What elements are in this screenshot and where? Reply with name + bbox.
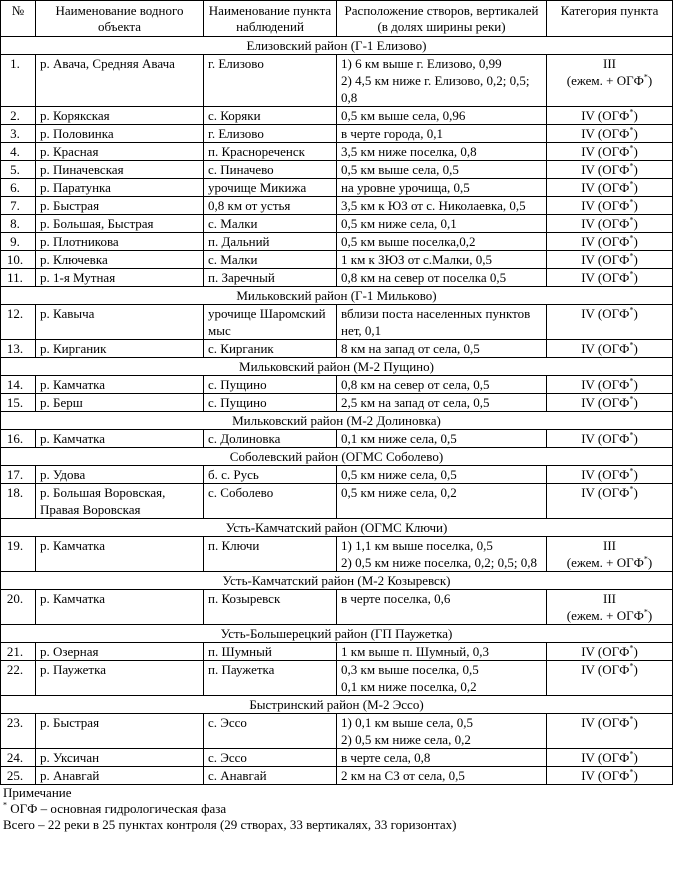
row-number bbox=[1, 394, 36, 412]
location-line: 3,5 км ниже поселка, 0,8 bbox=[341, 144, 477, 159]
category-line: IV (ОГФ*) bbox=[581, 643, 638, 659]
row-number bbox=[1, 376, 36, 394]
location-line: 3,5 км к ЮЗ от с. Николаевка, 0,5 bbox=[341, 198, 526, 213]
observation-point: с. Пиначево bbox=[204, 161, 337, 179]
notes-title: Примечание bbox=[3, 785, 72, 800]
row-number bbox=[1, 484, 36, 519]
row-number-text: 9. bbox=[10, 234, 20, 249]
row-number bbox=[1, 466, 36, 484]
location bbox=[337, 340, 547, 358]
category bbox=[547, 179, 673, 197]
water-body: р. Быстрая bbox=[36, 197, 204, 215]
observation-point: г. Елизово bbox=[204, 125, 337, 143]
category bbox=[547, 767, 673, 785]
category-line: IV (ОГФ*) bbox=[581, 376, 638, 392]
row-number-text: 24. bbox=[6, 750, 24, 765]
category-line: IV (ОГФ*) bbox=[581, 125, 638, 141]
row-number bbox=[1, 430, 36, 448]
location bbox=[337, 125, 547, 143]
location-line: 0,5 км выше поселка,0,2 bbox=[341, 234, 476, 249]
category bbox=[547, 143, 673, 161]
location bbox=[337, 233, 547, 251]
row-number-text: 12. bbox=[6, 306, 24, 321]
table-row bbox=[1, 767, 673, 785]
district-heading: Усть-Камчатский район (М-2 Козыревск) bbox=[1, 572, 673, 590]
location bbox=[337, 251, 547, 269]
row-number-text: 13. bbox=[6, 341, 24, 356]
location-line: 2) 0,5 км ниже села, 0,2 bbox=[341, 732, 471, 747]
table-row bbox=[1, 233, 673, 251]
row-number-text: 18. bbox=[6, 485, 24, 500]
observation-point: п. Паужетка bbox=[204, 661, 337, 696]
location bbox=[337, 714, 547, 749]
category-line: (ежем. + ОГФ*) bbox=[566, 607, 653, 623]
header-observation-point: Наименование пункта наблюдений bbox=[204, 1, 337, 37]
table-row bbox=[1, 340, 673, 358]
category bbox=[547, 251, 673, 269]
location bbox=[337, 143, 547, 161]
water-body: р. Красная bbox=[36, 143, 204, 161]
row-number-text: 5. bbox=[10, 162, 20, 177]
water-body: р. Камчатка bbox=[36, 537, 204, 572]
header-row bbox=[1, 1, 673, 37]
category-line: IV (ОГФ*) bbox=[581, 143, 638, 159]
location-line: 0,1 км ниже поселка, 0,2 bbox=[341, 679, 477, 694]
category bbox=[547, 269, 673, 287]
row-number-text: 7. bbox=[10, 198, 20, 213]
table-row bbox=[1, 125, 673, 143]
row-number-text: 4. bbox=[10, 144, 20, 159]
category-line: IV (ОГФ*) bbox=[581, 661, 638, 677]
table-row bbox=[1, 466, 673, 484]
row-number-text: 19. bbox=[6, 538, 24, 553]
row-number-text: 21. bbox=[6, 644, 24, 659]
observation-point: с. Кирганик bbox=[204, 340, 337, 358]
water-body: р. Кирганик bbox=[36, 340, 204, 358]
location bbox=[337, 55, 547, 107]
category bbox=[547, 590, 673, 625]
observation-point: с. Соболево bbox=[204, 484, 337, 519]
category-line: III bbox=[603, 538, 616, 553]
district-heading: Быстринский район (М-2 Эссо) bbox=[1, 696, 673, 714]
location bbox=[337, 376, 547, 394]
district-heading: Мильковский район (М-2 Пущино) bbox=[1, 358, 673, 376]
location bbox=[337, 305, 547, 340]
category-line: IV (ОГФ*) bbox=[581, 107, 638, 123]
row-number bbox=[1, 269, 36, 287]
location bbox=[337, 537, 547, 572]
category bbox=[547, 430, 673, 448]
location-line: в черте села, 0,8 bbox=[341, 750, 431, 765]
header-category: Категория пункта bbox=[547, 1, 673, 37]
location-line: вблизи поста населенных пунктов нет, 0,1 bbox=[341, 306, 534, 338]
row-number-text: 25. bbox=[6, 768, 24, 783]
table-row bbox=[1, 661, 673, 696]
row-number bbox=[1, 143, 36, 161]
district-heading: Мильковский район (М-2 Долиновка) bbox=[1, 412, 673, 430]
row-number-text: 14. bbox=[6, 377, 24, 392]
category-line: IV (ОГФ*) bbox=[581, 394, 638, 410]
table-row bbox=[1, 251, 673, 269]
district-row bbox=[1, 625, 673, 643]
row-number-text: 10. bbox=[6, 252, 24, 267]
category bbox=[547, 749, 673, 767]
observation-point: г. Елизово bbox=[204, 55, 337, 107]
location bbox=[337, 197, 547, 215]
observation-point: с. Малки bbox=[204, 251, 337, 269]
header-location: Расположение створов, вертикалей (в долях ширины реки) bbox=[337, 1, 547, 37]
water-body: р. Пиначевская bbox=[36, 161, 204, 179]
water-body: р. Камчатка bbox=[36, 430, 204, 448]
row-number-text: 16. bbox=[6, 431, 24, 446]
location bbox=[337, 161, 547, 179]
water-body: р. Уксичан bbox=[36, 749, 204, 767]
category bbox=[547, 340, 673, 358]
category-line: III bbox=[603, 591, 616, 606]
water-body: р. Берш bbox=[36, 394, 204, 412]
table-row bbox=[1, 394, 673, 412]
table-row bbox=[1, 590, 673, 625]
observation-point: п. Ключи bbox=[204, 537, 337, 572]
category bbox=[547, 466, 673, 484]
location bbox=[337, 749, 547, 767]
location bbox=[337, 661, 547, 696]
row-number bbox=[1, 767, 36, 785]
category-line: IV (ОГФ*) bbox=[581, 269, 638, 285]
location bbox=[337, 215, 547, 233]
table-row bbox=[1, 643, 673, 661]
category bbox=[547, 161, 673, 179]
row-number bbox=[1, 661, 36, 696]
water-body: р. 1-я Мутная bbox=[36, 269, 204, 287]
row-number-text: 23. bbox=[6, 715, 24, 730]
observation-point: с. Эссо bbox=[204, 714, 337, 749]
table-row bbox=[1, 143, 673, 161]
row-number-text: 1. bbox=[10, 56, 20, 71]
row-number bbox=[1, 340, 36, 358]
header-number: № bbox=[1, 1, 36, 37]
water-body: р. Паужетка bbox=[36, 661, 204, 696]
row-number-text: 6. bbox=[10, 180, 20, 195]
row-number bbox=[1, 714, 36, 749]
category-line: IV (ОГФ*) bbox=[581, 749, 638, 765]
table-row bbox=[1, 197, 673, 215]
water-body: р. Быстрая bbox=[36, 714, 204, 749]
row-number-text: 2. bbox=[10, 108, 20, 123]
observation-point: с. Долиновка bbox=[204, 430, 337, 448]
category-line: IV (ОГФ*) bbox=[581, 340, 638, 356]
water-body: р. Авача, Средняя Авача bbox=[36, 55, 204, 107]
table-row bbox=[1, 376, 673, 394]
table-row bbox=[1, 714, 673, 749]
district-row bbox=[1, 448, 673, 466]
category-line: IV (ОГФ*) bbox=[581, 215, 638, 231]
row-number bbox=[1, 537, 36, 572]
category bbox=[547, 484, 673, 519]
row-number bbox=[1, 251, 36, 269]
row-number bbox=[1, 233, 36, 251]
location-line: 0,5 км выше села, 0,96 bbox=[341, 108, 466, 123]
table-row bbox=[1, 107, 673, 125]
location-line: 0,1 км ниже села, 0,5 bbox=[341, 431, 457, 446]
category-line: IV (ОГФ*) bbox=[581, 484, 638, 500]
category-line: (ежем. + ОГФ*) bbox=[566, 554, 653, 570]
category bbox=[547, 714, 673, 749]
category-line: IV (ОГФ*) bbox=[581, 179, 638, 195]
observation-point: п. Заречный bbox=[204, 269, 337, 287]
category-line: III bbox=[603, 56, 616, 71]
category bbox=[547, 107, 673, 125]
category-line: IV (ОГФ*) bbox=[581, 466, 638, 482]
category-line: (ежем. + ОГФ*) bbox=[566, 72, 653, 88]
observation-point: с. Пущино bbox=[204, 376, 337, 394]
location bbox=[337, 643, 547, 661]
district-row bbox=[1, 519, 673, 537]
row-number bbox=[1, 179, 36, 197]
location-line: в черте города, 0,1 bbox=[341, 126, 443, 141]
category bbox=[547, 55, 673, 107]
water-body: р. Камчатка bbox=[36, 376, 204, 394]
location-line: 1 км выше п. Шумный, 0,3 bbox=[341, 644, 489, 659]
observation-point: с. Анавгай bbox=[204, 767, 337, 785]
observation-point: с. Эссо bbox=[204, 749, 337, 767]
district-heading: Усть-Большерецкий район (ГП Паужетка) bbox=[1, 625, 673, 643]
table-row bbox=[1, 305, 673, 340]
water-body: р. Удова bbox=[36, 466, 204, 484]
location bbox=[337, 430, 547, 448]
table-row bbox=[1, 430, 673, 448]
row-number-text: 8. bbox=[10, 216, 20, 231]
water-body: р. Большая, Быстрая bbox=[36, 215, 204, 233]
table-row bbox=[1, 269, 673, 287]
row-number bbox=[1, 197, 36, 215]
row-number-text: 22. bbox=[6, 662, 24, 677]
district-row bbox=[1, 287, 673, 305]
location-line: 2 км на СЗ от села, 0,5 bbox=[341, 768, 465, 783]
category bbox=[547, 376, 673, 394]
row-number bbox=[1, 55, 36, 107]
category-line: IV (ОГФ*) bbox=[581, 161, 638, 177]
water-body: р. Кавыча bbox=[36, 305, 204, 340]
category bbox=[547, 643, 673, 661]
table-row bbox=[1, 484, 673, 519]
observation-point: б. с. Русь bbox=[204, 466, 337, 484]
district-heading: Мильковский район (Г-1 Мильково) bbox=[1, 287, 673, 305]
row-number bbox=[1, 749, 36, 767]
location-line: 0,3 км выше поселка, 0,5 bbox=[341, 662, 479, 677]
location-line: 2) 4,5 км ниже г. Елизово, 0,2; 0,5; 0,8 bbox=[341, 73, 533, 105]
location-line: 2) 0,5 км ниже поселка, 0,2; 0,5; 0,8 bbox=[341, 555, 537, 570]
table-row bbox=[1, 749, 673, 767]
observation-point: п. Краснореченск bbox=[204, 143, 337, 161]
category bbox=[547, 394, 673, 412]
row-number bbox=[1, 215, 36, 233]
observation-point: с. Коряки bbox=[204, 107, 337, 125]
observation-point: урочище Шаромский мыс bbox=[204, 305, 337, 340]
location bbox=[337, 466, 547, 484]
district-heading: Елизовский район (Г-1 Елизово) bbox=[1, 37, 673, 55]
table-row bbox=[1, 179, 673, 197]
location-line: 1) 0,1 км выше села, 0,5 bbox=[341, 715, 473, 730]
water-body: р. Плотникова bbox=[36, 233, 204, 251]
location-line: 8 км на запад от села, 0,5 bbox=[341, 341, 480, 356]
location-line: 0,5 км ниже села, 0,2 bbox=[341, 485, 457, 500]
district-row bbox=[1, 696, 673, 714]
row-number bbox=[1, 107, 36, 125]
observation-point: п. Дальний bbox=[204, 233, 337, 251]
notes bbox=[0, 785, 673, 833]
water-body: р. Озерная bbox=[36, 643, 204, 661]
water-body: р. Ключевка bbox=[36, 251, 204, 269]
category-line: IV (ОГФ*) bbox=[581, 714, 638, 730]
location bbox=[337, 179, 547, 197]
observation-point: с. Малки bbox=[204, 215, 337, 233]
category bbox=[547, 125, 673, 143]
location-line: 1) 1,1 км выше поселка, 0,5 bbox=[341, 538, 493, 553]
row-number-text: 17. bbox=[6, 467, 24, 482]
location bbox=[337, 107, 547, 125]
table-row bbox=[1, 215, 673, 233]
location bbox=[337, 269, 547, 287]
category bbox=[547, 661, 673, 696]
location-line: 0,5 км ниже села, 0,5 bbox=[341, 467, 457, 482]
water-body: р. Половинка bbox=[36, 125, 204, 143]
row-number bbox=[1, 643, 36, 661]
category-line: IV (ОГФ*) bbox=[581, 430, 638, 446]
category bbox=[547, 197, 673, 215]
location-line: 0,8 км на север от поселка 0,5 bbox=[341, 270, 507, 285]
observation-point: п. Козыревск bbox=[204, 590, 337, 625]
location-line: 1 км к ЗЮЗ от с.Малки, 0,5 bbox=[341, 252, 492, 267]
row-number bbox=[1, 125, 36, 143]
district-heading: Усть-Камчатский район (ОГМС Ключи) bbox=[1, 519, 673, 537]
category-line: IV (ОГФ*) bbox=[581, 251, 638, 267]
district-row bbox=[1, 412, 673, 430]
location bbox=[337, 394, 547, 412]
location-line: 1) 6 км выше г. Елизово, 0,99 bbox=[341, 56, 502, 71]
row-number bbox=[1, 161, 36, 179]
row-number-text: 11. bbox=[7, 270, 23, 285]
observation-point: п. Шумный bbox=[204, 643, 337, 661]
location-line: 0,5 км выше села, 0,5 bbox=[341, 162, 459, 177]
location-line: 0,8 км на север от села, 0,5 bbox=[341, 377, 490, 392]
district-row bbox=[1, 37, 673, 55]
location bbox=[337, 484, 547, 519]
category-line: IV (ОГФ*) bbox=[581, 305, 638, 321]
observation-point: урочище Микижа bbox=[204, 179, 337, 197]
water-body: р. Корякская bbox=[36, 107, 204, 125]
location bbox=[337, 590, 547, 625]
row-number-text: 3. bbox=[10, 126, 20, 141]
location-line: 0,5 км ниже села, 0,1 bbox=[341, 216, 457, 231]
notes-summary: Всего – 22 реки в 25 пунктах контроля (29 створах, 33 вертикалях, 33 горизонтах) bbox=[3, 817, 457, 832]
header-water-body: Наименование водного объекта bbox=[36, 1, 204, 37]
location-line: 2,5 км на запад от села, 0,5 bbox=[341, 395, 490, 410]
observation-point: с. Пущино bbox=[204, 394, 337, 412]
water-body: р. Анавгай bbox=[36, 767, 204, 785]
category bbox=[547, 537, 673, 572]
category bbox=[547, 215, 673, 233]
district-heading: Соболевский район (ОГМС Соболево) bbox=[1, 448, 673, 466]
table-row bbox=[1, 161, 673, 179]
water-body: р. Паратунка bbox=[36, 179, 204, 197]
notes-footnote: * ОГФ – основная гидрологическая фаза bbox=[3, 800, 227, 816]
water-body: р. Камчатка bbox=[36, 590, 204, 625]
row-number-text: 15. bbox=[6, 395, 24, 410]
category-line: IV (ОГФ*) bbox=[581, 197, 638, 213]
district-row bbox=[1, 358, 673, 376]
category bbox=[547, 305, 673, 340]
district-row bbox=[1, 572, 673, 590]
table-row bbox=[1, 55, 673, 107]
row-number bbox=[1, 590, 36, 625]
water-body: р. Большая Воровская, Правая Воровская bbox=[36, 484, 204, 519]
location-line: в черте поселка, 0,6 bbox=[341, 591, 451, 606]
row-number-text: 20. bbox=[6, 591, 24, 606]
category-line: IV (ОГФ*) bbox=[581, 767, 638, 783]
location bbox=[337, 767, 547, 785]
location-line: на уровне урочища, 0,5 bbox=[341, 180, 470, 195]
observation-point: 0,8 км от устья bbox=[204, 197, 337, 215]
row-number bbox=[1, 305, 36, 340]
table-body bbox=[1, 37, 673, 785]
category-line: IV (ОГФ*) bbox=[581, 233, 638, 249]
category bbox=[547, 233, 673, 251]
table-row bbox=[1, 537, 673, 572]
